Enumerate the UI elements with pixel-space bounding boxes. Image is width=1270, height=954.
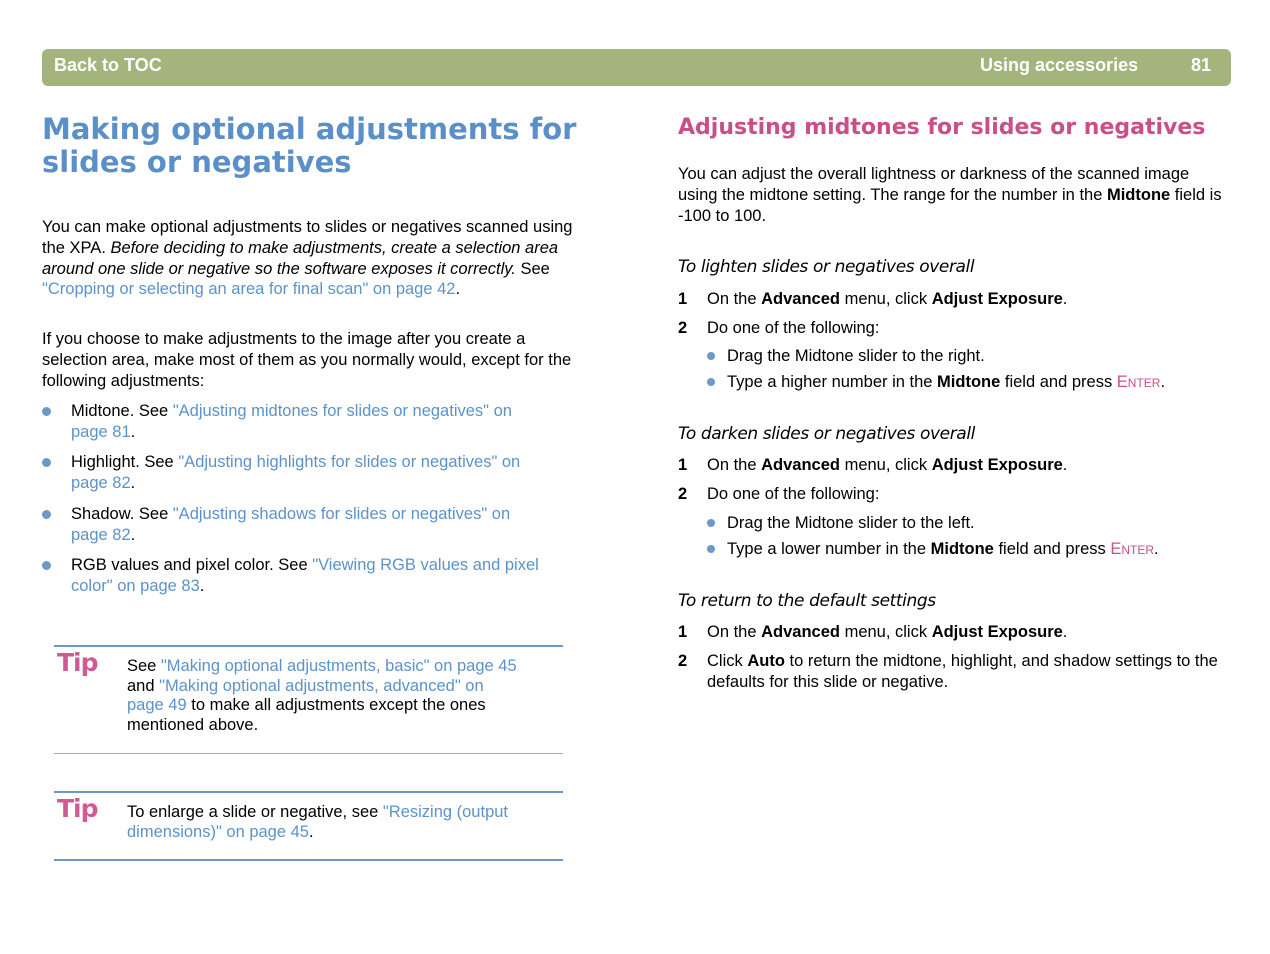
bullet-icon: [707, 519, 715, 527]
midtone-intro-text: You can adjust the overall lightness or darkness of the scanned image using the midtone setting. The range for the number in the: [678, 165, 1190, 204]
procedure-heading-lighten: To lighten slides or negatives overall: [678, 257, 975, 277]
tip-text: [127, 803, 517, 842]
step-text: to return the midtone, highlight, and shadow settings to the defaults for this slide or negative.: [707, 652, 1218, 691]
step-text: Do one of the following:: [707, 485, 880, 503]
bullet-icon: [42, 561, 51, 570]
bullet-icon: [42, 407, 51, 416]
tip-bottom-rule: [54, 753, 563, 754]
bullet-icon: [707, 545, 715, 553]
tip-label: Tip: [57, 794, 98, 823]
procedure-heading-defaults: To return to the default settings: [678, 591, 936, 611]
intro-see: See: [515, 259, 550, 278]
bullet-text: field and press: [993, 540, 1111, 558]
step-number: 2: [678, 485, 688, 503]
midtones-link[interactable]: "Adjusting midtones for slides or negatives" on page 81: [71, 402, 512, 441]
intro-italic: Before deciding to make adjustments, create a selection area around one slide or negative so the software exposes it correctly.: [42, 238, 559, 278]
auto-button-label: Auto: [747, 652, 785, 670]
adjust-exposure-label: Adjust Exposure: [931, 623, 1063, 641]
intro-paragraph: [42, 217, 594, 300]
tip-top-rule: [54, 791, 563, 793]
step-text: menu, click: [839, 456, 932, 474]
midtone-field-label: Midtone: [930, 540, 994, 558]
bullet-end: .: [199, 576, 205, 595]
tip-bottom-rule: [54, 859, 563, 861]
procedure-heading-darken: To darken slides or negatives overall: [678, 424, 975, 444]
bullet-end: .: [1160, 373, 1166, 391]
tip-see: See: [127, 657, 161, 675]
step-end: .: [1062, 623, 1068, 641]
bullet-text: field and press: [1000, 373, 1117, 391]
highlights-link[interactable]: "Adjusting highlights for slides or negatives" on page 82: [71, 453, 521, 492]
rgb-values-link[interactable]: "Viewing RGB values and pixel color" on page 83: [71, 556, 539, 595]
midtone-intro-paragraph: [678, 164, 1230, 226]
bullet-icon: [42, 458, 51, 467]
bullet-text: Midtone. See: [71, 402, 173, 420]
bullet-icon: [707, 352, 715, 360]
bullet-icon: [707, 378, 715, 386]
bullet-end: .: [1154, 540, 1159, 558]
step-end: .: [1062, 456, 1068, 474]
adjust-exposure-label: Adjust Exposure: [931, 456, 1063, 474]
midtone-intro-end: field is -100 to 100.: [678, 185, 1222, 225]
step-number: 1: [678, 623, 688, 641]
step-text: On the: [707, 290, 762, 308]
bullet-text: Highlight. See: [71, 453, 179, 471]
section-title: Using accessories: [980, 55, 1139, 75]
bullet-end: .: [130, 525, 136, 544]
advanced-menu-label: Advanced: [761, 456, 840, 474]
adjustments-paragraph: If you choose to make adjustments to the image after you create a selection area, make most of them as you normally would, except for the following adjustments:: [42, 330, 572, 390]
tip-and: and: [127, 676, 160, 695]
bullet-text: Drag the Midtone slider to the right.: [727, 347, 985, 365]
enter-key-label: Enter: [1116, 373, 1161, 391]
advanced-menu-label: Advanced: [761, 623, 840, 641]
step-text: menu, click: [839, 623, 932, 641]
bullet-end: .: [130, 473, 136, 492]
step-number: 1: [678, 456, 688, 474]
bullet-text: Shadow. See: [71, 505, 173, 523]
section-heading: Adjusting midtones for slides or negatives: [678, 115, 1206, 140]
tip-end: to make all adjustments except the ones mentioned above.: [127, 696, 486, 734]
intro-text: You can make optional adjustments to slides or negatives scanned using the XPA.: [42, 218, 573, 257]
bullet-icon: [42, 510, 51, 519]
step-number: 1: [678, 290, 688, 308]
shadows-link[interactable]: "Adjusting shadows for slides or negatives" on page 82: [71, 505, 511, 544]
header-bar: [42, 49, 1231, 86]
step-number: 2: [678, 652, 688, 670]
advanced-menu-label: Advanced: [761, 290, 840, 308]
midtone-bold: Midtone: [1106, 185, 1171, 204]
step-text: On the: [707, 623, 762, 641]
tip-end: .: [308, 822, 314, 841]
bullet-text: Drag the Midtone slider to the left.: [727, 514, 975, 532]
tip-text: [127, 657, 517, 735]
step-text: On the: [707, 456, 762, 474]
step-text: Click: [707, 652, 748, 670]
step-text: Do one of the following:: [707, 319, 880, 337]
step-number: 2: [678, 319, 688, 337]
resizing-link[interactable]: "Resizing (output dimensions)" on page 45: [127, 803, 509, 841]
cropping-link[interactable]: "Cropping or selecting an area for final scan" on page 42: [42, 280, 456, 299]
midtone-field-label: Midtone: [937, 373, 1001, 391]
step-text: menu, click: [839, 290, 932, 308]
basic-adjustments-link[interactable]: "Making optional adjustments, basic" on page 45: [160, 657, 517, 675]
bullet-text: RGB values and pixel color. See: [71, 556, 313, 574]
page-title: Making optional adjustments for slides or negatives: [42, 112, 577, 179]
enter-key-label: Enter: [1110, 540, 1155, 558]
bullet-end: .: [130, 422, 136, 441]
page-number: 81: [1191, 55, 1212, 75]
bullet-text: Type a lower number in the: [727, 540, 931, 558]
intro-end: .: [455, 280, 461, 299]
tip-text-start: To enlarge a slide or negative, see: [127, 803, 383, 821]
tip-label: Tip: [57, 648, 98, 677]
back-to-toc-link[interactable]: Back to TOC: [54, 55, 162, 75]
step-end: .: [1062, 290, 1068, 308]
tip-top-rule: [54, 645, 563, 647]
adjust-exposure-label: Adjust Exposure: [931, 290, 1063, 308]
advanced-adjustments-link[interactable]: "Making optional adjustments, advanced" on page 49: [127, 676, 484, 714]
bullet-text: Type a higher number in the: [727, 373, 938, 391]
